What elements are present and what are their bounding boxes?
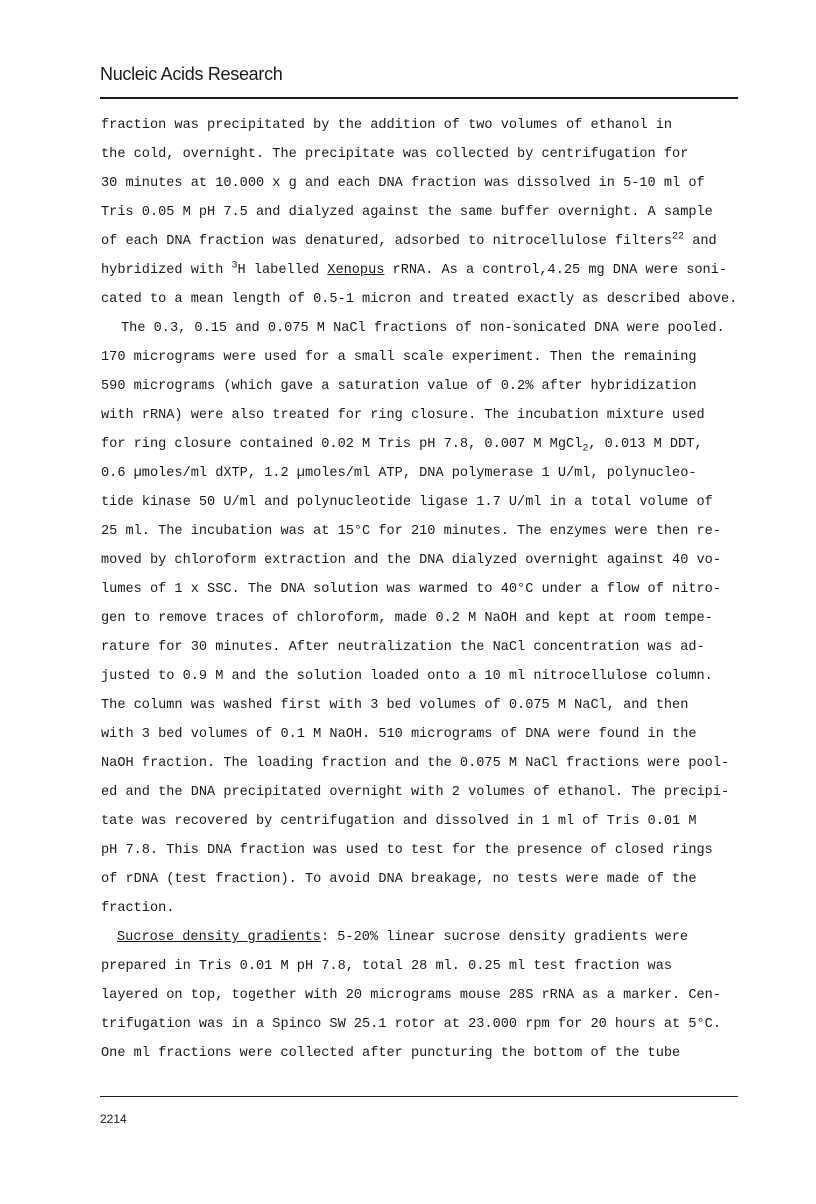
text-line: moved by chloroform extraction and the DNA dialyzed overnight against 40 vo- <box>101 553 721 568</box>
text-line: cated to a mean length of 0.5-1 micron and treated exactly as described above. <box>101 292 738 307</box>
text-line: ed and the DNA precipitated overnight with 2 volumes of ethanol. The precipi- <box>101 785 730 800</box>
text-line: The 0.3, 0.15 and 0.075 M NaCl fractions of non-sonicated DNA were pooled. <box>121 321 725 336</box>
page-number: 2214 <box>100 1112 127 1126</box>
text-line: the cold, overnight. The precipitate was collected by centrifugation for <box>101 147 689 162</box>
text-line: The column was washed first with 3 bed volumes of 0.075 M NaCl, and then <box>101 698 689 713</box>
text-line: with rRNA) were also treated for ring closure. The incubation mixture used <box>101 408 705 423</box>
text-line: for ring closure contained 0.02 M Tris pH 7.8, 0.007 M MgCl$_2$, 0.013 M DDT, <box>101 437 703 455</box>
species-name: Xenopus <box>327 263 385 278</box>
text-line: rature for 30 minutes. After neutralization the NaCl concentration was ad- <box>101 640 705 655</box>
text-line: of each DNA fraction was denatured, adsorbed to nitrocellulose filters$^{22}$ and <box>101 231 717 249</box>
text-line: pH 7.8. This DNA fraction was used to test for the presence of closed rings <box>101 843 713 858</box>
footer-rule <box>100 1096 738 1097</box>
text-line: Sucrose density gradients: 5-20% linear sucrose density gradients were <box>117 930 689 945</box>
text-line: prepared in Tris 0.01 M pH 7.8, total 28 ml. 0.25 ml test fraction was <box>101 959 673 974</box>
reference-superscript: 22 <box>672 231 685 243</box>
text-line: fraction. <box>101 901 175 916</box>
text-line: of rDNA (test fraction). To avoid DNA breakage, no tests were made of the <box>101 872 697 887</box>
text-line: trifugation was in a Spinco SW 25.1 rotor at 23.000 rpm for 20 hours at 5°C. <box>101 1017 721 1032</box>
text-line: 25 ml. The incubation was at 15°C for 210 minutes. The enzymes were then re- <box>101 524 721 539</box>
subscript: 2 <box>582 443 589 455</box>
text-line: 0.6 µmoles/ml dXTP, 1.2 µmoles/ml ATP, DNA polymerase 1 U/ml, polynucleo- <box>101 466 697 481</box>
text-line: hybridized with $^3$H labelled Xenopus rRNA. As a control,4.25 mg DNA were soni- <box>101 260 728 278</box>
text-line: 170 micrograms were used for a small scale experiment. Then the remaining <box>101 350 697 365</box>
text-line: gen to remove traces of chloroform, made 0.2 M NaOH and kept at room tempe- <box>101 611 713 626</box>
isotope-superscript: 3 <box>231 260 238 272</box>
text-line: 30 minutes at 10.000 x g and each DNA fraction was dissolved in 5-10 ml of <box>101 176 705 191</box>
journal-title: Nucleic Acids Research <box>100 64 283 84</box>
text-line: 590 micrograms (which gave a saturation value of 0.2% after hybridization <box>101 379 697 394</box>
text-line: Tris 0.05 M pH 7.5 and dialyzed against the same buffer overnight. A sample <box>101 205 713 220</box>
text-line: tate was recovered by centrifugation and dissolved in 1 ml of Tris 0.01 M <box>101 814 697 829</box>
body-text <box>101 0 741 1061</box>
text-line: fraction was precipitated by the addition of two volumes of ethanol in <box>101 118 673 133</box>
text-line: justed to 0.9 M and the solution loaded onto a 10 ml nitrocellulose column. <box>101 669 713 684</box>
text-line: One ml fractions were collected after puncturing the bottom of the tube <box>101 1046 681 1061</box>
text-line: layered on top, together with 20 micrograms mouse 28S rRNA as a marker. Cen- <box>101 988 721 1003</box>
text-line: with 3 bed volumes of 0.1 M NaOH. 510 micrograms of DNA were found in the <box>101 727 697 742</box>
section-heading: Sucrose density gradients <box>117 930 321 945</box>
text-line: lumes of 1 x SSC. The DNA solution was warmed to 40°C under a flow of nitro- <box>101 582 721 597</box>
text-line: tide kinase 50 U/ml and polynucleotide ligase 1.7 U/ml in a total volume of <box>101 495 713 510</box>
text-line: NaOH fraction. The loading fraction and the 0.075 M NaCl fractions were pool- <box>101 756 730 771</box>
